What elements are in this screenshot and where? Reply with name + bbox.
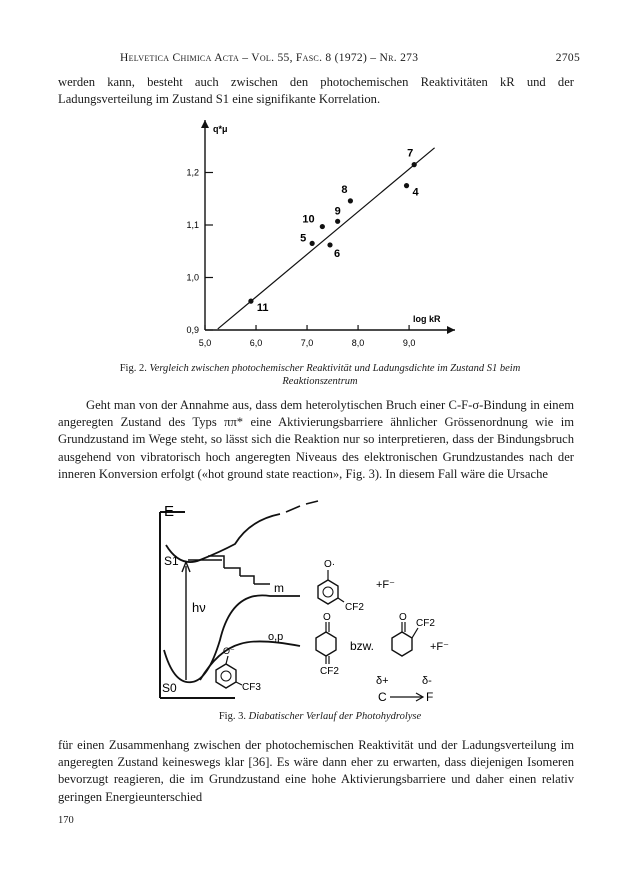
figure-2-chart bbox=[150, 112, 480, 362]
data-point-label: 6 bbox=[334, 247, 341, 260]
phenoxide-structure bbox=[216, 646, 261, 693]
x-axis-label: log kR bbox=[413, 314, 441, 324]
paragraph-intro bbox=[58, 74, 574, 108]
data-point bbox=[404, 183, 409, 188]
delta-plus-label: δ+ bbox=[376, 675, 389, 687]
ortho-fluoride-label: +F⁻ bbox=[430, 641, 449, 653]
paragraph-main-text: Geht man von der Annahme aus, dass dem heterolytischen Bruch einer C-F-σ-Bindung in einem angeregten Zustand des Typs ππ* eine Aktivierungsbarriere ähnlicher Grössenordnung wie im Grundzustand im Wege steht, so lässt sich die Reaktion nur so interpretieren, dass der Bindungsbruch ausgehend von vibratorisch hoch angeregten Niveaus des elektronischen Grundzustandes nach der inneren Konversion erfolgt («hot ground state reaction», Fig. 3). In diesem Fall wäre die Ursache bbox=[58, 398, 574, 481]
paragraph-main bbox=[58, 397, 574, 483]
paragraph-conclusion-text: für einen Zusammenhang zwischen der photochemischen Reaktivität und der Ladungsverteilung im angeregten Zustand keineswegs klar [36]. Es wäre dann eher zu erwarten, dass diejenigen Isomeren bevorzugt reagieren, die im Grundzustand eine hohe Aktivierungsbarriere und daher einen relativ geringen Energieunterschied bbox=[58, 738, 574, 804]
data-point bbox=[248, 299, 253, 304]
data-point bbox=[348, 198, 353, 203]
running-header bbox=[120, 52, 580, 64]
ortho-product-o-label: O bbox=[399, 612, 407, 623]
ortho-para-label: o,p bbox=[268, 631, 284, 643]
figure-2-caption bbox=[100, 362, 540, 388]
x-tick-label: 6,0 bbox=[249, 338, 263, 348]
s0-label: S0 bbox=[162, 681, 177, 695]
x-tick-label: 9,0 bbox=[402, 338, 416, 348]
data-point bbox=[320, 224, 325, 229]
y-tick-label: 1,0 bbox=[186, 272, 199, 283]
meta-label: m bbox=[274, 581, 284, 595]
data-point-label: 8 bbox=[341, 183, 348, 196]
para-product-o-label: O bbox=[323, 612, 331, 623]
y-tick-label: 0,9 bbox=[186, 325, 199, 335]
para-product-structure bbox=[316, 612, 339, 677]
chart-points bbox=[248, 148, 419, 315]
data-point-label: 9 bbox=[334, 205, 341, 218]
figure-3-diagram bbox=[140, 500, 520, 710]
meta-fluoride-label: +F⁻ bbox=[376, 579, 395, 591]
para-cf2-label: CF2 bbox=[320, 666, 339, 677]
x-tick-label: 7,0 bbox=[300, 338, 314, 348]
s1-curve-dashed bbox=[286, 501, 318, 512]
figure-3-caption-label: Fig. 3. bbox=[218, 711, 246, 722]
chart-ticks bbox=[186, 168, 415, 349]
x-tick-label: 8,0 bbox=[351, 338, 365, 348]
journal-citation: Helvetica Chimica Acta – Vol. 55, Fasc. 8 (1972) – Nr. 273 bbox=[120, 52, 419, 64]
data-point bbox=[327, 242, 332, 247]
x-axis-arrow bbox=[447, 326, 455, 334]
data-point-label: 7 bbox=[407, 147, 414, 160]
chart-axes bbox=[201, 120, 455, 334]
figure-3-caption bbox=[100, 710, 540, 723]
paragraph-conclusion bbox=[58, 737, 574, 806]
energy-label: E bbox=[164, 503, 175, 520]
data-point bbox=[335, 219, 340, 224]
data-point-label: 10 bbox=[302, 213, 315, 226]
data-point-label: 5 bbox=[300, 232, 307, 245]
meta-product-o-label: O· bbox=[324, 559, 336, 570]
phenoxide-o-label: O⁻ bbox=[223, 646, 235, 656]
fluorine-label: F bbox=[426, 690, 434, 704]
paragraph-intro-text: werden kann, besteht auch zwischen den photochemischen Reaktivitäten kR und der Ladungsverteilung im Zustand S1 eine signifikante Korrelation. bbox=[58, 75, 574, 107]
figure-3-caption-text: Diabatischer Verlauf der Photohydrolyse bbox=[248, 711, 422, 722]
footer-page-ref: 170 bbox=[58, 815, 74, 826]
data-point-label: 11 bbox=[256, 302, 269, 315]
s1-label: S1 bbox=[164, 554, 179, 568]
figure-2-caption-label: Fig. 2. bbox=[119, 363, 147, 374]
delta-minus-label: δ- bbox=[422, 675, 432, 687]
y-axis-label: q*μ bbox=[213, 124, 228, 134]
y-tick-label: 1,1 bbox=[186, 220, 199, 230]
ortho-para-pathway-curve bbox=[200, 641, 300, 680]
ortho-cf2-label: CF2 bbox=[416, 618, 435, 629]
meta-cf2-label: CF2 bbox=[345, 602, 364, 613]
data-point-label: 4 bbox=[412, 186, 419, 199]
hv-label: hν bbox=[192, 600, 206, 615]
x-tick-label: 5,0 bbox=[198, 338, 212, 348]
page-number: 2705 bbox=[555, 52, 580, 64]
cf3-label: CF3 bbox=[242, 682, 261, 693]
figure-2-caption-text: Vergleich zwischen photochemischer Reaktivität und Ladungsdichte im Zustand S1 beim Reaktionszentrum bbox=[149, 363, 521, 387]
carbon-label: C bbox=[378, 690, 387, 704]
vibrational-levels bbox=[188, 556, 270, 584]
data-point bbox=[412, 162, 417, 167]
y-axis-arrow bbox=[201, 120, 209, 128]
meta-product-structure bbox=[318, 559, 395, 613]
ortho-product-structure bbox=[392, 612, 449, 656]
y-tick-label: 1,2 bbox=[186, 167, 199, 178]
s1-potential-curve bbox=[166, 514, 280, 562]
bzw-label: bzw. bbox=[350, 639, 375, 653]
data-point bbox=[310, 241, 315, 246]
